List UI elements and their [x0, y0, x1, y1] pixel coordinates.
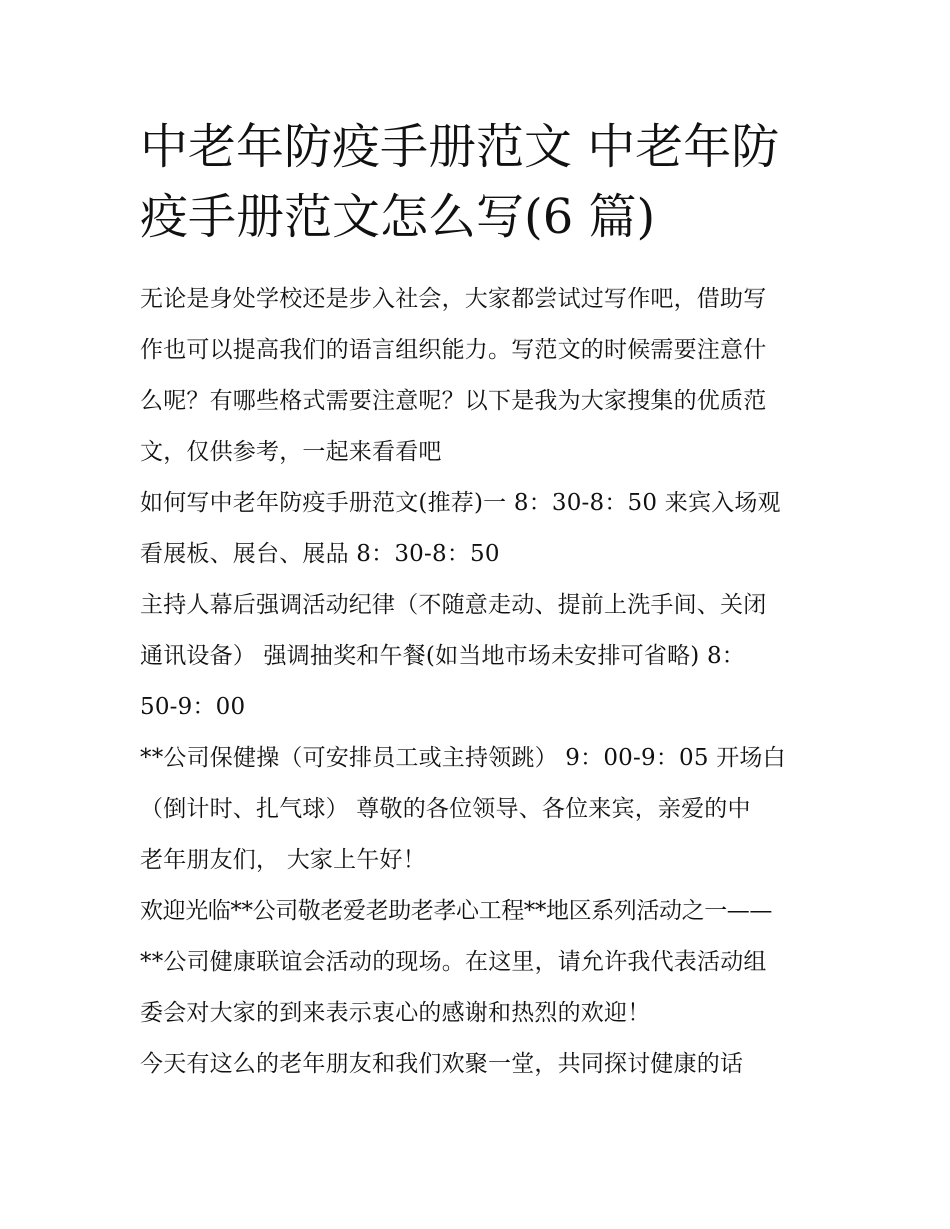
title-line: 疫手册范文怎么写(6 篇) — [140, 189, 656, 245]
body-text-line: 作也可以提高我们的语言组织能力。写范文的时候需要注意什 — [140, 337, 767, 363]
body-text-line: 文，仅供参考，一起来看看吧 — [140, 439, 442, 465]
body-text-line: **公司健康联谊会活动的现场。在这里，请允许我代表活动组 — [140, 949, 767, 975]
document-title — [140, 112, 779, 252]
body-text-line: **公司保健操（可安排员工或主持领跳） 9：00-9：05 开场白 — [140, 745, 786, 771]
body-text-line: 欢迎光临**公司敬老爱老助老孝心工程**地区系列活动之一—— — [140, 898, 773, 924]
body-text-line: 委会对大家的到来表示衷心的感谢和热烈的欢迎！ — [140, 1000, 651, 1026]
body-text-line: 老年朋友们， 大家上午好！ — [140, 847, 426, 873]
body-text-line: 么呢？有哪些格式需要注意呢？以下是我为大家搜集的优质范 — [140, 388, 767, 414]
body-text-line: 今天有这么的老年朋友和我们欢聚一堂，共同探讨健康的话 — [140, 1051, 744, 1077]
body-text-line: 50-9：00 — [140, 694, 246, 720]
body-text-line: 通讯设备） 强调抽奖和午餐(如当地市场未安排可省略) 8： — [140, 643, 746, 669]
body-text-line: 主持人幕后强调活动纪律（不随意走动、提前上洗手间、关闭 — [140, 592, 767, 618]
body-text-line: 看展板、展台、展品 8：30-8：50 — [140, 541, 500, 567]
document-body — [140, 274, 820, 1090]
body-text-line: 无论是身处学校还是步入社会，大家都尝试过写作吧，借助写 — [140, 286, 767, 312]
title-line: 中老年防疫手册范文 中老年防 — [140, 119, 780, 175]
body-text-line: （倒计时、扎气球） 尊敬的各位领导、各位来宾，亲爱的中 — [140, 796, 751, 822]
body-text-line: 如何写中老年防疫手册范文(推荐)一 8：30-8：50 来宾入场观 — [140, 490, 781, 516]
